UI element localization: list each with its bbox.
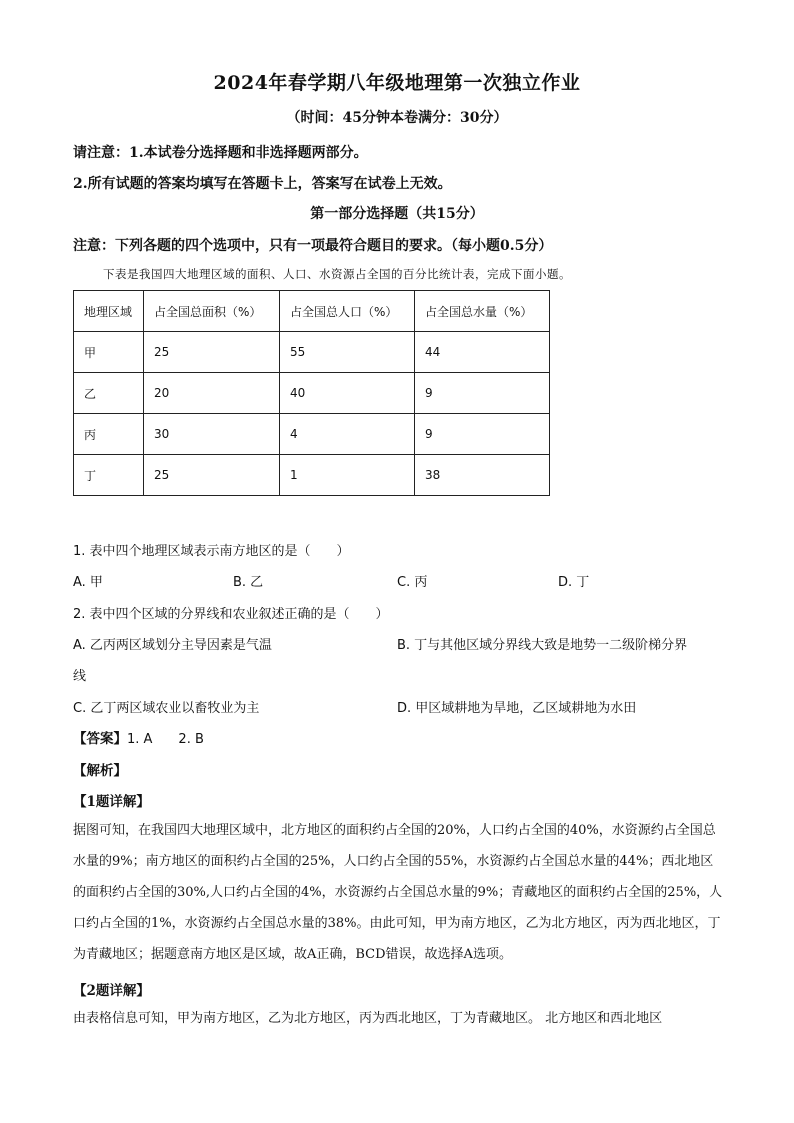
detail-1-text: 据图可知，在我国四大地理区域中，北方地区的面积约占全国的20%，人口约占全国的40%，水资源约占全国总水量的9%；南方地区的面积约占全国的25%，人口约占全国的55%，水资源约占全国总水量的44%；西北地区的面积约占全国的30%,人口约占全国的4%，水资源约占全国总水量的9%；青藏地区的面积约占全国的25%，人口约占全国的1%，水资源约占全国总水量的38%。由此可知，甲为南方地区，乙为北方地区，丙为西北地区，丁为青藏地区；据题意南方地区是区域，故A正确，BCD错误，故选择A选项。 — [73, 823, 723, 962]
table-cell: 55 — [280, 332, 415, 373]
detail-1-label: 【1题详解】 — [73, 794, 150, 810]
table-cell: 25 — [144, 455, 280, 496]
question-2-option-c: C. 乙丁两区域农业以畜牧业为主 — [73, 701, 260, 716]
table-cell: 30 — [144, 414, 280, 455]
table-header-cell: 占全国总面积（%） — [144, 291, 280, 332]
question-2-option-b-continued: 线 — [73, 669, 87, 684]
question-1-option-d: D. 丁 — [558, 575, 590, 590]
answer-line — [73, 727, 204, 747]
table-header-row — [74, 291, 550, 332]
table-header-cell: 占全国总水量（%） — [415, 291, 550, 332]
table-cell: 丁 — [74, 455, 144, 496]
question-2-option-d: D. 甲区域耕地为旱地，乙区域耕地为水田 — [397, 701, 637, 716]
table-row — [74, 373, 550, 414]
table-cell: 25 — [144, 332, 280, 373]
question-1-option-a: A. 甲 — [73, 575, 103, 590]
question-2-option-a: A. 乙丙两区域划分主导因素是气温 — [73, 638, 272, 653]
answer-label: 【答案】 — [73, 731, 127, 747]
detail-2-label: 【2题详解】 — [73, 983, 150, 999]
table-cell: 甲 — [74, 332, 144, 373]
table-cell: 乙 — [74, 373, 144, 414]
question-1-stem: 1. 表中四个地理区域表示南方地区的是（ ） — [73, 544, 350, 559]
table-row — [74, 455, 550, 496]
table-cell: 4 — [280, 414, 415, 455]
question-1-option-b: B. 乙 — [233, 575, 264, 590]
statistics-table — [73, 290, 550, 496]
table-cell: 9 — [415, 414, 550, 455]
table-cell: 38 — [415, 455, 550, 496]
table-header-cell: 地理区域 — [74, 291, 144, 332]
notice-line-2: 2.所有试题的答案均填写在答题卡上，答案写在试卷上无效。 — [73, 176, 452, 192]
question-2-option-b: B. 丁与其他区域分界线大致是地势一二级阶梯分界 — [397, 638, 688, 653]
exam-time-info: （时间：45分钟本卷满分：30分） — [286, 110, 508, 126]
table-intro: 下表是我国四大地理区域的面积、人口、水资源占全国的百分比统计表，完成下面小题。 — [103, 267, 571, 281]
table-cell: 丙 — [74, 414, 144, 455]
table-row — [74, 332, 550, 373]
question-2-stem: 2. 表中四个区域的分界线和农业叙述正确的是（ ） — [73, 607, 389, 622]
table-cell: 1 — [280, 455, 415, 496]
section-note: 注意：下列各题的四个选项中，只有一项最符合题目的要求。（每小题0.5分） — [73, 238, 553, 254]
table-row — [74, 414, 550, 455]
answer-text: 1. A 2. B — [127, 732, 204, 747]
notice-line-1: 请注意：1.本试卷分选择题和非选择题两部分。 — [73, 145, 368, 161]
table-cell: 44 — [415, 332, 550, 373]
table-cell: 20 — [144, 373, 280, 414]
table-header-cell: 占全国总人口（%） — [280, 291, 415, 332]
page-title: 2024年春学期八年级地理第一次独立作业 — [213, 72, 581, 94]
detail-2-text: 由表格信息可知，甲为南方地区，乙为北方地区，丙为西北地区，丁为青藏地区。 北方地区和西北地区 — [73, 1011, 663, 1026]
section-title: 第一部分选择题（共15分） — [310, 206, 484, 222]
analysis-label: 【解析】 — [73, 763, 127, 779]
table-cell: 40 — [280, 373, 415, 414]
question-1-option-c: C. 丙 — [397, 575, 428, 590]
table-cell: 9 — [415, 373, 550, 414]
